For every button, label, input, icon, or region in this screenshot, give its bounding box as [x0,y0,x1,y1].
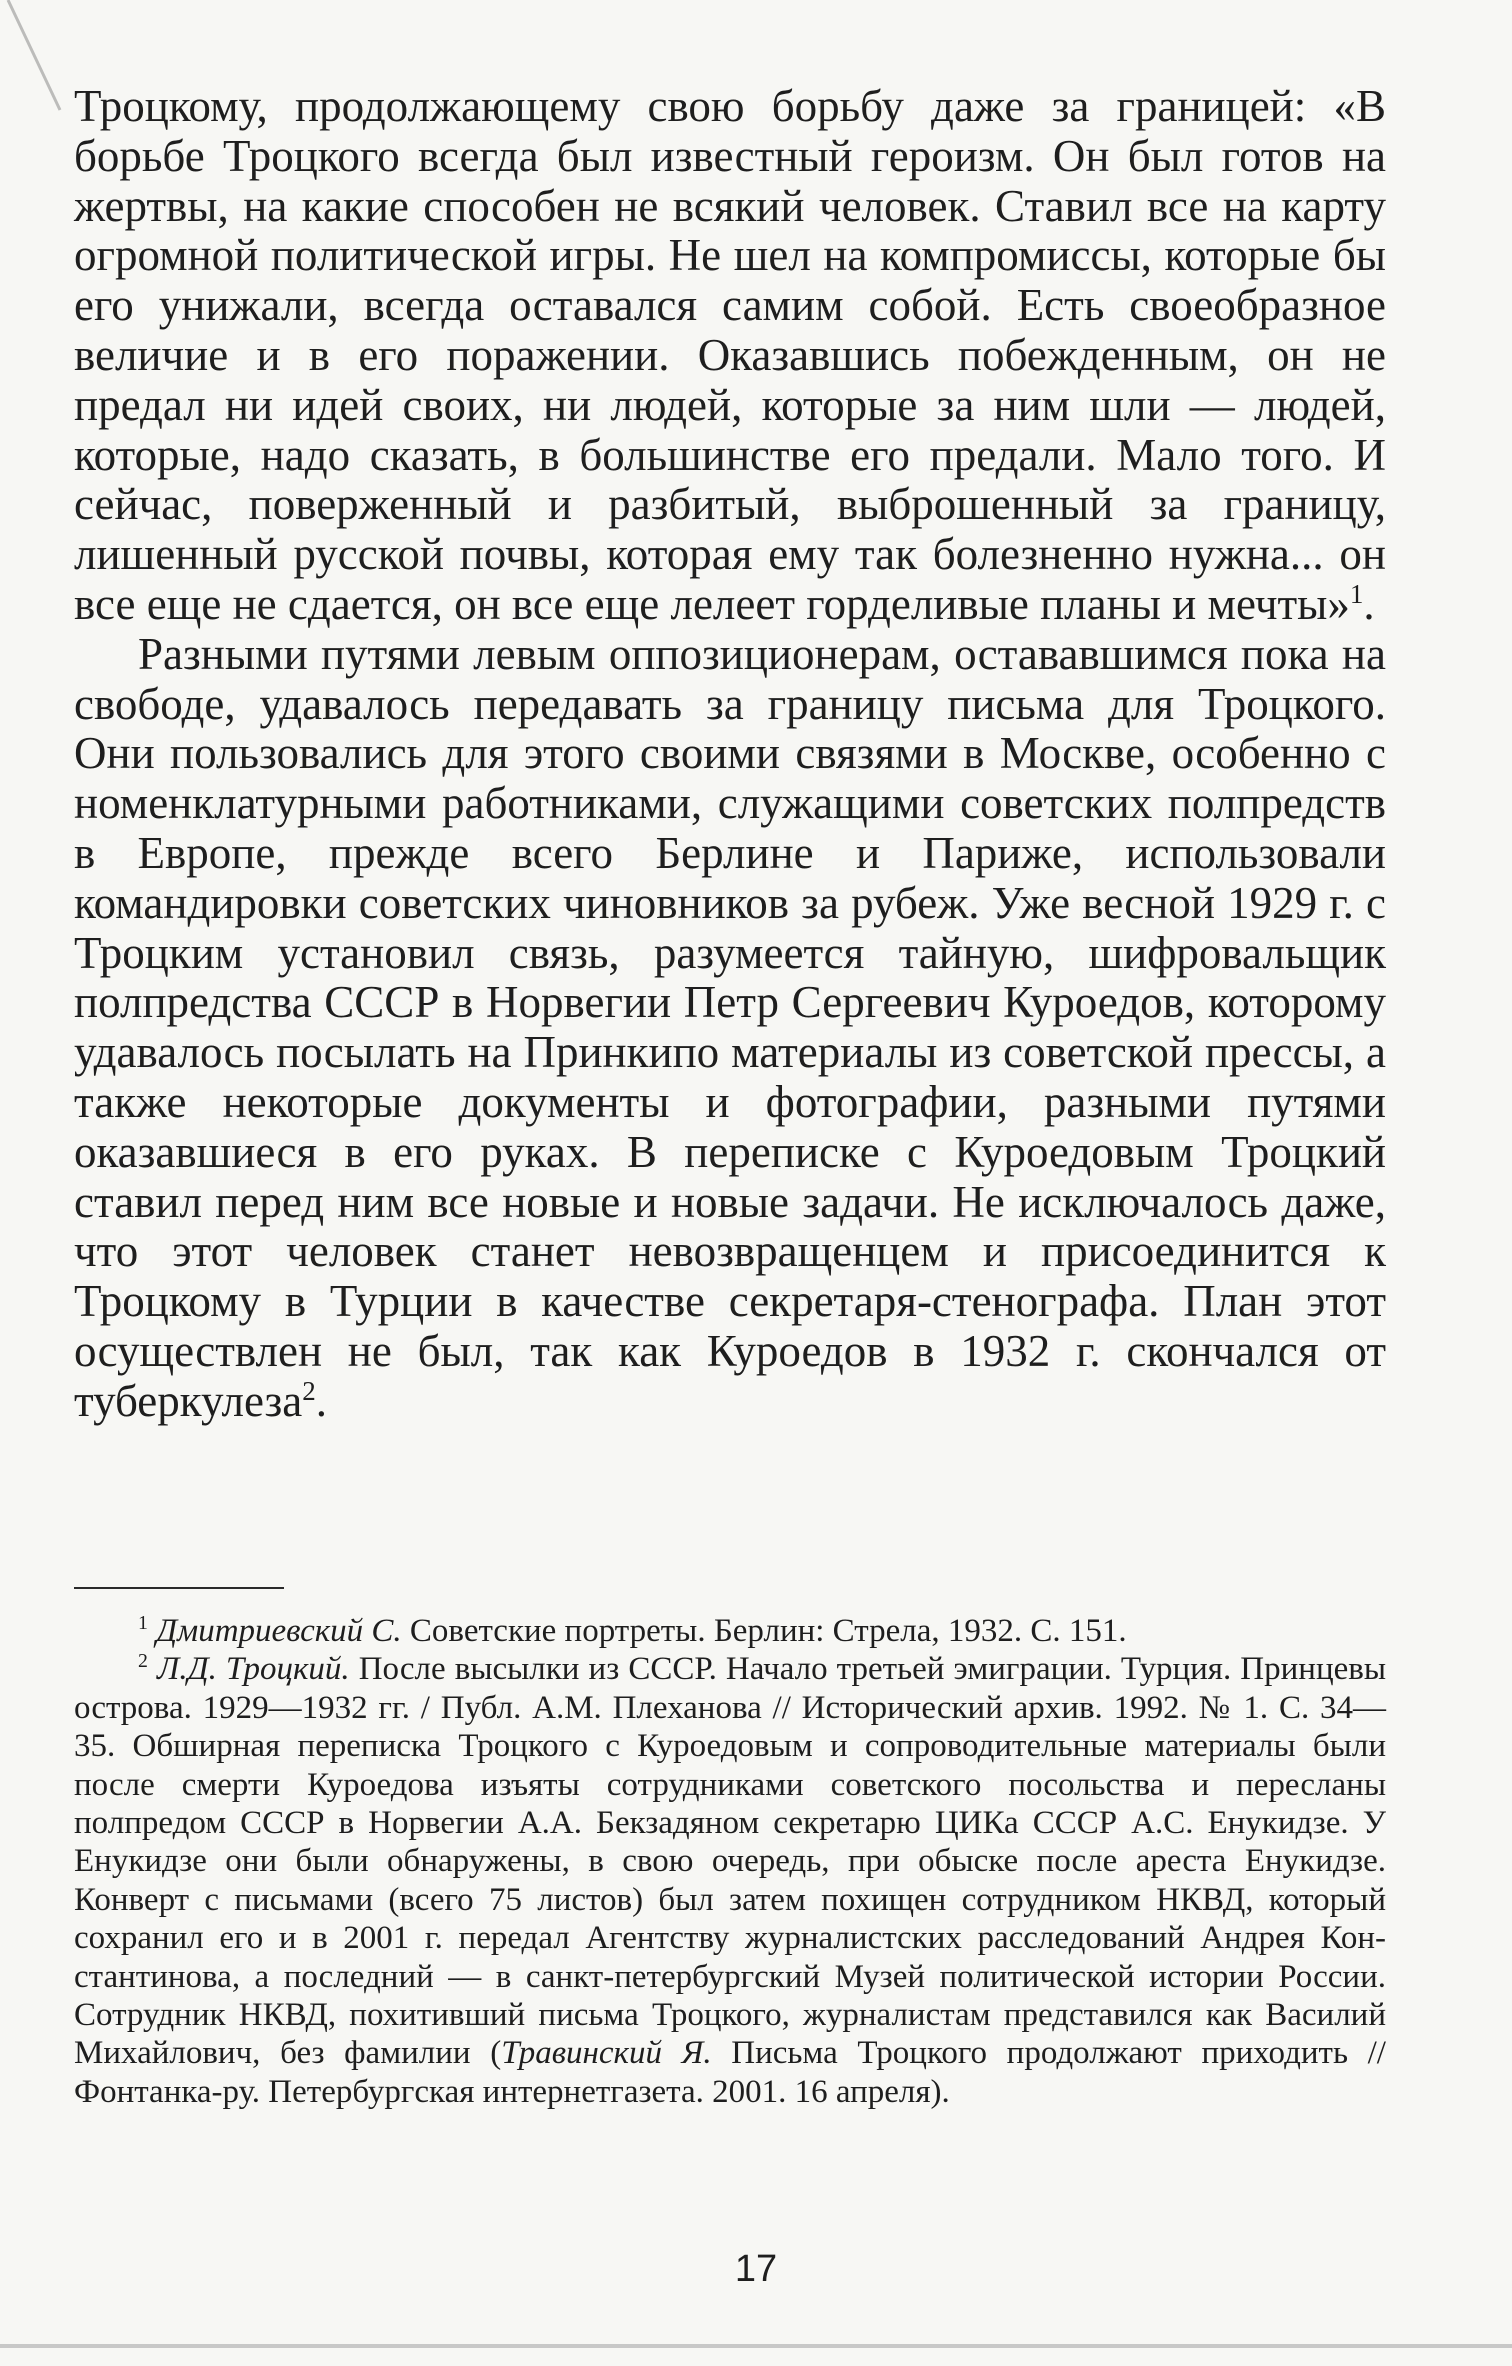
paragraph-1-text: Троцкому, продолжающему свою борьбу даже за границей: «В борьбе Троцкого всегда был известный героизм. Он был готов на жертвы, на какие способен не всякий человек. Ставил все на карту огромной политической игры. Не шел на компромиссы, которые бы его унижали, всегда оставался самим собой. Есть своеобразное величие и в его поражении. Оказавшись побежденным, он не предал ни идей своих, ни людей, которые за ним шли — людей, которые, надо сказать, в большинстве его предали. Мало того. И сейчас, поверженный и разбитый, выброшенный за границу, лишенный русской почвы, которая ему так болезненно нужна... он все еще не сдается, он все еще лелеет горделивые планы и мечты» [74,81,1386,629]
scan-bottom-edge [0,2344,1512,2348]
footnote-ref-2[interactable]: 2 [302,1375,316,1406]
paragraph-1-end: . [1363,578,1375,629]
paragraph-2 [74,630,1386,1427]
paragraph-2-text: Разными путями левым оппозиционерам, остававшимся пока на свободе, удавалось передавать за границу письма для Троцкого. Они пользовались для этого своими связями в Москве, особенно с номенклатурными работниками, служащими советских полпредств в Европе, прежде всего Берлине и Париже, использовали командировки советских чиновников за рубеж. Уже весной 1929 г. с Троцким установил связь, разумеется тайную, шифровальщик полпредства СССР в Норвегии Петр Сергеевич Куроедов, которому удавалось посылать на Принкипо материалы из советской прессы, а также некоторые документы и фотографии, разными путями оказавшиеся в его руках. В переписке с Куроедовым Троцкий ставил перед ним все новые и новые задачи. Не исключалось даже, что этот человек станет невозвращенцем и присоединится к Троцкому в Турции в качестве секретаря-стенографа. План этот осуществлен не был, так как Куроедов в 1932 г. скончался от туберкулеза [74,628,1386,1426]
footnote-2-number: 2 [138,1650,148,1673]
footnote-1-number: 1 [138,1612,148,1634]
footnote-1-author: Дмитриевский С. [156,1613,402,1649]
main-text [74,82,1386,1427]
footnote-2-text-2: Письма Троцкого продолжают приходить // Фонтанка-ру. Петербургская интернетгазета. 2001. 16 апреля). [74,2035,1386,2110]
footnote-2 [74,1650,1386,2111]
footnote-1 [74,1612,1386,1650]
paragraph-2-end: . [315,1375,327,1426]
footnote-2-text: После высылки из СССР. Начало третьей эмиграции. Турция. Принцевы острова. 1929—1932 гг. / Публ. А.М. Плеханова // Исторический архив. 1992. № 1. С. 34—35. Обширная переписка Троцкого с Куроедовым и сопроводительные материалы были после смерти Куроедова изъяты сотрудниками советского посольства и пересланы полпредом СССР в Норвегии А.А. Бекзадяном секретарю ЦИКа СССР А.С. Енукидзе. У Енукидзе они были обнаружены, в свою очередь, при обыске после ареста Енукидзе. Конверт с письмами (всего 75 листов) был затем похищен сотрудником НКВД, который сохранил его и в 2001 г. передал Агентству журналистских расследований Андрея Константинова, а последний — в санкт-петербургский Музей политической истории России. Сотрудник НКВД, похитивший письма Троцкого, журналистам представился как Василий Михайлович, без фамилии ( [74,1651,1387,2072]
footnote-2-author: Л.Д. Троцкий. [156,1651,350,1688]
page-number: 17 [734,2248,778,2290]
footnotes [74,1612,1386,2111]
footnote-2-author-2: Травинский Я. [501,2035,712,2072]
footnote-1-text: Советские портреты. Берлин: Стрела, 1932. С. 151. [401,1613,1127,1649]
paragraph-1 [74,82,1386,630]
footnote-separator [74,1587,284,1589]
footnote-ref-1[interactable]: 1 [1349,578,1364,609]
